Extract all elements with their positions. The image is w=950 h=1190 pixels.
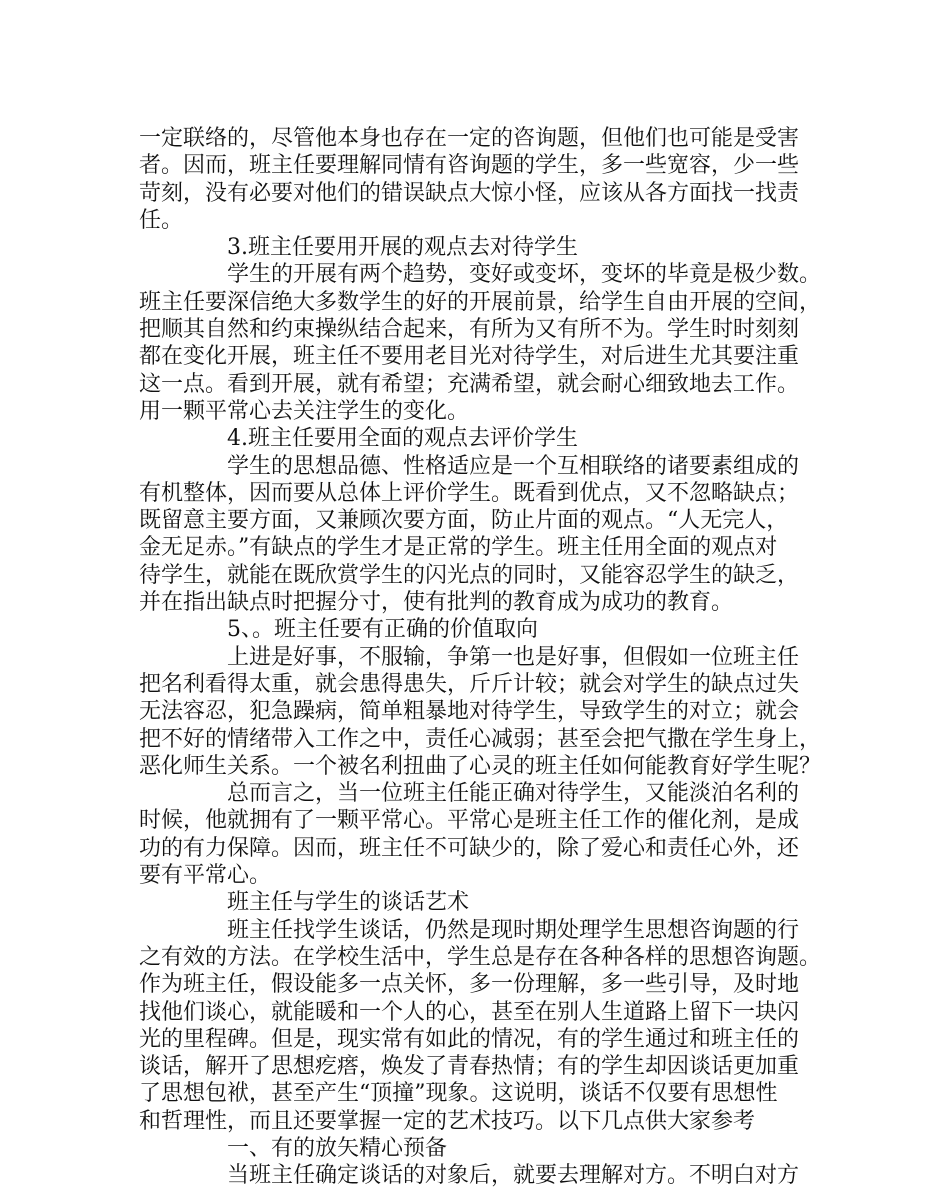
text-line: 4.班主任要用全面的观点去评价学生 [227,426,578,452]
text-line: 时候，他就拥有了一颗平常心。平常心是班主任工作的催化剂，是成 [139,808,800,834]
text-line: 班主任要深信绝大多数学生的好的开展前景，给学生自由开展的空间， [139,289,822,315]
text-line: 谈话，解开了思想疙瘩，焕发了青春热情；有的学生却因谈话更加重 [139,1054,800,1080]
text-line: 了思想包袱，甚至产生“顶撞”现象。这说明，谈话不仅要有思想性 [139,1081,778,1107]
text-line: 上进是好事，不服输，争第一也是好事，但假如一位班主任 [227,644,800,670]
text-line: 有机整体，因而要从总体上评价学生。既看到优点，又不忽略缺点； [139,480,800,506]
text-line: 把顺其自然和约束操纵结合起来，有所为又有所不为。学生时时刻刻 [139,317,800,343]
text-line: 作为班主任，假设能多一点关怀，多一份理解，多一些引导，及时地 [139,972,800,998]
text-line: 用一颗平常心去关注学生的变化。 [139,398,470,424]
text-line: 任。 [139,207,184,233]
text-line: 都在变化开展，班主任不要用老目光对待学生，对后进生尤其要注重 [139,344,800,370]
text-line: 当班主任确定谈话的对象后，就要去理解对方。不明白对方 [227,1163,800,1189]
text-line: 恶化师生关系。一个被名利扭曲了心灵的班主任如何能教育好学生呢？ [139,753,822,779]
text-line: 既留意主要方面，又兼顾次要方面，防止片面的观点。“人无完人， [139,508,789,534]
text-line: 学生的开展有两个趋势，变好或变坏，变坏的毕竟是极少数。 [227,262,822,288]
text-line: 把不好的情绪带入工作之中，责任心减弱；甚至会把气撒在学生身上， [139,726,822,752]
text-line: 之有效的方法。在学校生活中，学生总是存在各种各样的思想咨询题。 [139,944,822,970]
text-line: 一、有的放矢精心预备 [227,1135,448,1161]
text-line: 和哲理性，而且还要掌握一定的艺术技巧。以下几点供大家参考 [139,1108,756,1134]
text-line: 要有平常心。 [139,863,272,889]
text-line: 金无足赤。”有缺点的学生才是正常的学生。班主任用全面的观点对 [139,535,778,561]
document-body [139,125,829,1190]
text-line: 无法容忍，犯急躁病，简单粗暴地对待学生，导致学生的对立；就会 [139,699,800,725]
text-line: 并在指出缺点时把握分寸，使有批判的教育成为成功的教育。 [139,590,734,616]
text-line: 功的有力保障。因而，班主任不可缺少的，除了爱心和责任心外，还 [139,835,800,861]
text-line: 3.班主任要用开展的观点去对待学生 [227,235,578,261]
text-line: 这一点。看到开展，就有希望；充满希望，就会耐心细致地去工作。 [139,371,800,397]
text-line: 一定联络的，尽管他本身也存在一定的咨询题，但他们也可能是受害 [139,126,800,151]
text-line: 5、。班主任要有正确的价值取向 [227,617,538,643]
text-line: 学生的思想品德、性格适应是一个互相联络的诸要素组成的 [227,453,800,479]
text-line: 班主任找学生谈话，仍然是现时期处理学生思想咨询题的行 [227,917,800,943]
text-line: 把名利看得太重，就会患得患失，斤斤计较；就会对学生的缺点过失 [139,671,800,697]
text-line: 光的里程碑。但是，现实常有如此的情况，有的学生通过和班主任的 [139,1026,800,1052]
text-line: 总而言之，当一位班主任能正确对待学生，又能淡泊名利的 [227,781,800,807]
text-line: 待学生，就能在既欣赏学生的闪光点的同时，又能容忍学生的缺乏， [139,562,800,588]
text-line: 苛刻，没有必要对他们的错误缺点大惊小怪，应该从各方面找一找责 [139,180,800,206]
text-line: 找他们谈心，就能暖和一个人的心，甚至在别人生道路上留下一块闪 [139,999,800,1025]
text-line: 者。因而，班主任要理解同情有咨询题的学生，多一些宽容，少一些 [139,153,800,179]
text-line: 班主任与学生的谈话艺术 [227,890,470,916]
